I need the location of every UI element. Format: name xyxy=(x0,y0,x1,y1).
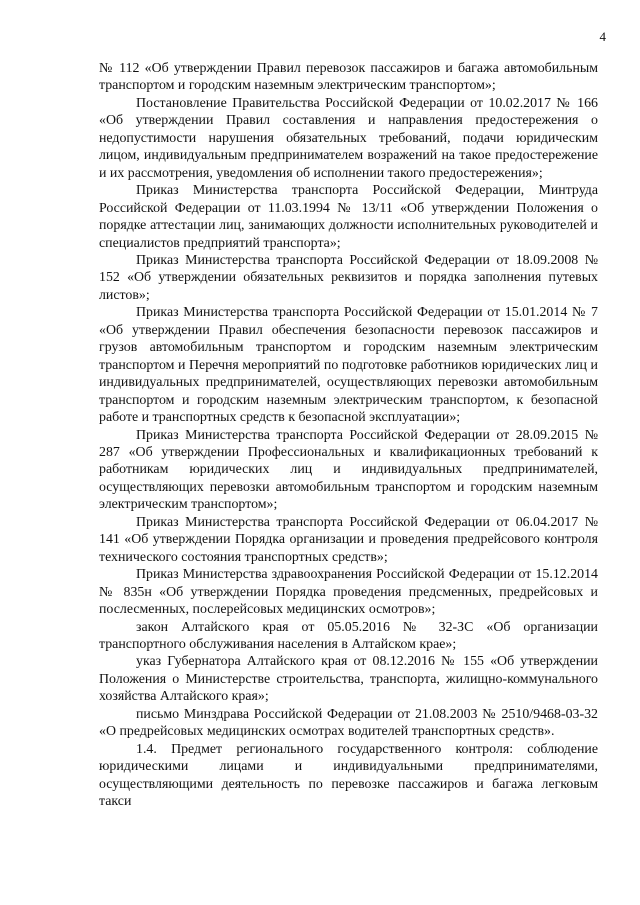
paragraph-government-decree-166: Постановление Правительства Российской Федерации от 10.02.2017 № 166 «Об утверждении Правил составления и направления предостережения о недопустимости нарушения обязательных требований, подачи юридическим лицом, индивидуальным предпринимателем возражений на такое предостережение и их рассмотрения, уведомления об исполнении такого предостережения»; xyxy=(99,95,598,181)
paragraph-law-32-zs: закон Алтайского края от 05.05.2016 № 32-ЗС «Об организации транспортного обслуживания населения в Алтайском крае»; xyxy=(99,619,598,652)
paragraph-continuation: № 112 «Об утверждении Правил перевозок пассажиров и багажа автомобильным транспортом и городским наземным электрическим транспортом»; xyxy=(99,61,598,94)
paragraph-order-152: Приказ Министерства транспорта Российской Федерации от 18.09.2008 № 152 «Об утверждении обязательных реквизитов и порядка заполнения путевых листов»; xyxy=(99,252,598,303)
paragraph-letter-2510: письмо Минздрава Российской Федерации от 21.08.2003 № 2510/9468-03-32 «О предрейсовых медицинских осмотрах водителей транспортных средств». xyxy=(99,706,598,740)
paragraph-order-13-11: Приказ Министерства транспорта Российской Федерации, Минтруда Российской Федерации от 11.03.1994 № 13/11 «Об утверждении Положения о порядке аттестации лиц, занимающих должности исполнительных руководителей и специалистов предприятий транспорта»; xyxy=(99,183,598,251)
page-number: 4 xyxy=(599,29,606,44)
paragraph-order-7: Приказ Министерства транспорта Российской Федерации от 15.01.2014 № 7 «Об утверждении Правил обеспечения безопасности перевозок пассажиров и грузов автомобильным транспортом и городским наземным электрическим транспортом и Перечня мероприятий по подготовке работников юридических лиц и индивидуальных предпринимателей, осуществляющих перевозки автомобильным транспортом и городским наземным электрическим транспортом, к безопасной работе и транспортных средств к безопасной эксплуатации»; xyxy=(99,305,598,426)
paragraph-order-835n: Приказ Министерства здравоохранения Российской Федерации от 15.12.2014 № 835н «Об утверждении Порядка проведения предсменных, предрейсовых и послесменных, послерейсовых медицинских осмотров»; xyxy=(99,567,598,618)
paragraph-section-1-4: 1.4. Предмет регионального государственного контроля: соблюдение юридическими лицами и индивидуальными предпринимателями, осуществляющими деятельность по перевозке пассажиров и багажа легковым такси xyxy=(99,741,598,810)
document-body xyxy=(99,60,598,810)
paragraph-order-287: Приказ Министерства транспорта Российской Федерации от 28.09.2015 № 287 «Об утверждении Профессиональных и квалификационных требований к работникам юридических лиц и индивидуальных предпринимателей, осуществляющих перевозки автомобильным транспортом и городским наземным электрическим транспортом»; xyxy=(99,427,598,513)
paragraph-decree-155: указ Губернатора Алтайского края от 08.12.2016 № 155 «Об утверждении Положения о Министерстве строительства, транспорта, жилищно-коммунального хозяйства Алтайского края»; xyxy=(99,654,598,705)
paragraph-order-141: Приказ Министерства транспорта Российской Федерации от 06.04.2017 № 141 «Об утверждении Порядка организации и проведения предрейсового контроля технического состояния транспортных средств»; xyxy=(99,514,598,565)
